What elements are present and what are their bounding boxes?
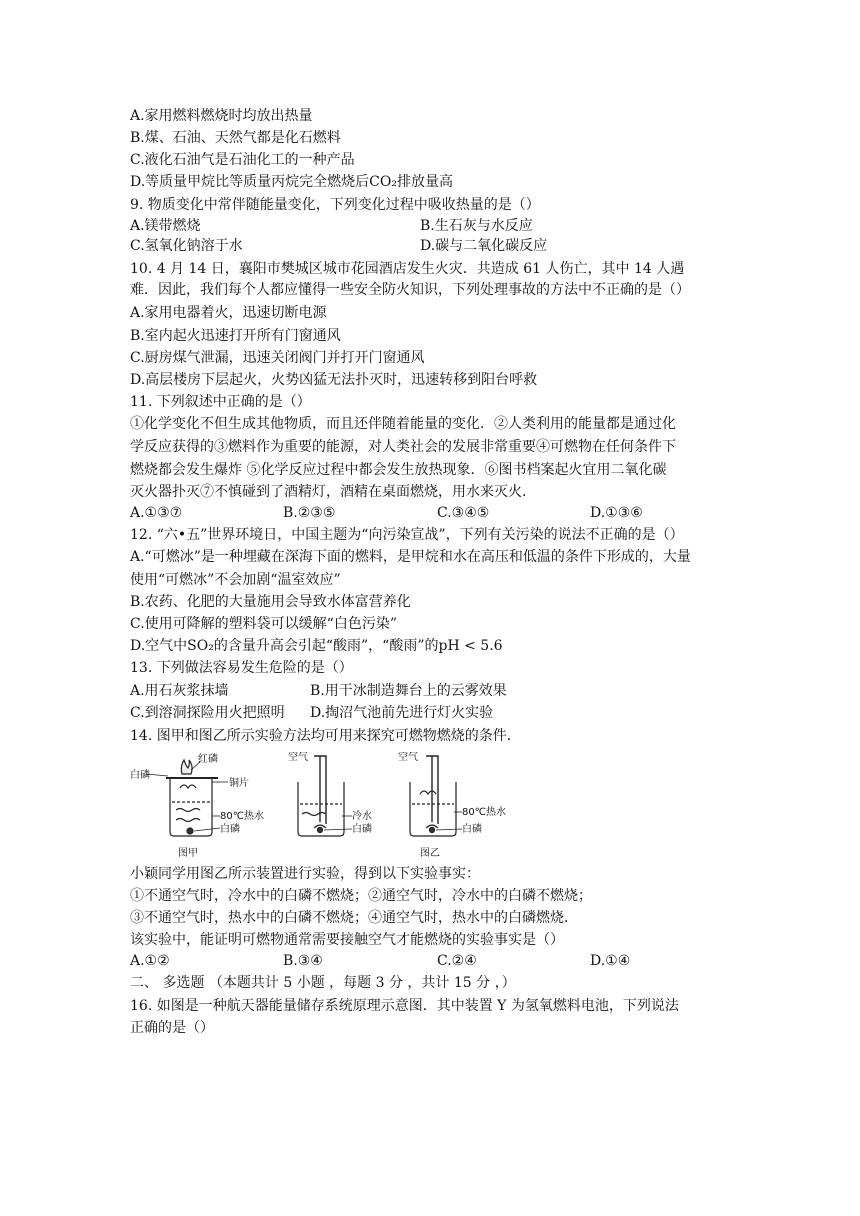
q8-option-b: B.煤、石油、天然气都是化石燃料 [130, 130, 341, 146]
q13-option-b: B.用干冰制造舞台上的云雾效果 [310, 683, 507, 699]
q11-body-line1: ①化学变化不但生成其他物质，而且还伴随着能量的变化．②人类利用的能量都是通过化 [130, 416, 676, 432]
label-white-phosphorus-2: 白磷 [352, 824, 372, 835]
q9-option-d: D.碳与二氧化碳反应 [420, 238, 548, 254]
q14-body-line3: ③不通空气时，热水中的白磷不燃烧；④通空气时，热水中的白磷燃烧． [130, 910, 578, 926]
label-fig-yi: 图乙 [420, 848, 440, 859]
q11-option-d: D.①③⑥ [590, 505, 643, 521]
label-hot-water-1: 80℃热水 [220, 811, 264, 822]
label-cold-water: 冷水 [352, 811, 372, 822]
label-white-phosphorus-3: 白磷 [462, 824, 482, 835]
q9-option-c: C.氢氧化钠溶于水 [130, 238, 243, 254]
q16-stem-line1: 16. 如图是一种航天器能量储存系统原理示意图．其中装置 Y 为氢氧燃料电池，下列说法 [130, 998, 679, 1014]
label-white-phosphorus-1: 白磷 [220, 824, 240, 835]
beaker-jia [170, 778, 212, 836]
label-copper-sheet: 铜片 [229, 778, 249, 789]
label-air-2: 空气 [398, 752, 418, 763]
q14-body-line2: ①不通空气时，冷水中的白磷不燃烧；②通空气时，冷水中的白磷不燃烧； [130, 888, 592, 904]
q10-option-d: D.高层楼房下层起火，火势凶猛无法扑灭时，迅速转移到阳台呼救 [130, 372, 538, 388]
label-red-phosphorus: 红磷 [198, 754, 218, 765]
white-phosphorus-dot [187, 828, 193, 834]
q11-option-b: B.②③⑤ [283, 505, 336, 521]
q9-option-b: B.生石灰与水反应 [420, 218, 533, 234]
q11-body-line2: 学反应获得的③燃料作为重要的能源，对人类社会的发展非常重要④可燃物在任何条件下 [130, 439, 676, 455]
q10-option-b: B.室内起火迅速打开所有门窗通风 [130, 328, 341, 344]
q11-body-line4: 灭火器扑灭⑦不慎碰到了酒精灯，酒精在桌面燃烧，用水来灭火． [130, 484, 536, 500]
q12-option-b: B.农药、化肥的大量施用会导致水体富营养化 [130, 594, 411, 610]
q12-option-c: C.使用可降解的塑料袋可以缓解“白色污染” [130, 616, 397, 632]
q8-option-a: A.家用燃料燃烧时均放出热量 [130, 108, 313, 124]
q9-stem: 9. 物质变化中常伴随能量变化，下列变化过程中吸收热量的是（） [130, 197, 540, 213]
q10-option-c: C.厨房煤气泄漏，迅速关闭阀门并打开门窗通风 [130, 350, 425, 366]
q9-option-a: A.镁带燃烧 [130, 218, 201, 234]
combustion-experiment-figure [128, 752, 538, 862]
q14-stem: 14. 图甲和图乙所示实验方法均可用来探究可燃物燃烧的条件． [130, 728, 521, 744]
q12-option-a-line2: 使用“可燃冰”不会加剧“温室效应” [130, 572, 341, 588]
q13-option-d: D.掏沼气池前先进行灯火实验 [310, 705, 494, 721]
q11-option-a: A.①③⑦ [130, 505, 183, 521]
q16-stem-line2: 正确的是（） [130, 1020, 214, 1036]
q14-option-b: B.③④ [283, 953, 323, 969]
label-air-1: 空气 [288, 752, 308, 763]
q10-option-a: A.家用电器着火，迅速切断电源 [130, 305, 327, 321]
q14-option-a: A.①② [130, 953, 170, 969]
q8-option-d: D.等质量甲烷比等质量丙烷完全燃烧后CO₂排放量高 [130, 174, 453, 190]
label-white-phosphorus-top: 白磷 [130, 770, 150, 781]
q11-option-c: C.③④⑤ [437, 505, 490, 521]
q12-stem: 12. “六•五”世界环境日，中国主题为“向污染宣战”，下列有关污染的说法不正确的是（） [130, 527, 684, 543]
q11-stem: 11. 下列叙述中正确的是（） [130, 394, 311, 410]
flame-icon [181, 760, 192, 774]
q8-option-c: C.液化石油气是石油化工的一种产品 [130, 152, 355, 168]
q14-option-d: D.①④ [590, 953, 631, 969]
label-fig-jia: 图甲 [178, 848, 198, 859]
q13-option-a: A.用石灰浆抹墙 [130, 683, 229, 699]
q14-body-line1: 小颖同学用图乙所示装置进行实验，得到以下实验事实： [130, 866, 480, 882]
q10-stem-line2: 难．因此，我们每个人都应懂得一些安全防火知识，下列处理事故的方法中不正确的是（） [130, 282, 690, 298]
q10-stem-line1: 10. 4 月 14 日，襄阳市樊城区城市花园酒店发生火灾．共造成 61 人伤亡，其中 14 人遇 [130, 261, 685, 277]
label-hot-water-2: 80℃热水 [462, 807, 506, 818]
q11-body-line3: 燃烧都会发生爆炸 ⑤化学反应过程中都会发生放热现象．⑥图书档案起火宜用二氧化碳 [130, 462, 667, 478]
q14-body-line4: 该实验中，能证明可燃物通常需要接触空气才能燃烧的实验事实是（） [130, 932, 564, 948]
q13-stem: 13. 下列做法容易发生危险的是（） [130, 660, 353, 676]
q12-option-a-line1: A.“可燃冰”是一种埋藏在深海下面的燃料，是甲烷和水在高压和低温的条件下形成的，大量 [130, 549, 691, 565]
q13-option-c: C.到溶洞探险用火把照明 [130, 705, 285, 721]
q12-option-d: D.空气中SO₂的含量升高会引起“酸雨”，“酸雨”的pH < 5.6 [130, 638, 503, 654]
section-title-multiple-choice: 二、 多选题 （本题共计 5 小题 ，每题 3 分 ，共计 15 分 ，） [130, 975, 516, 991]
q14-option-c: C.②④ [437, 953, 477, 969]
